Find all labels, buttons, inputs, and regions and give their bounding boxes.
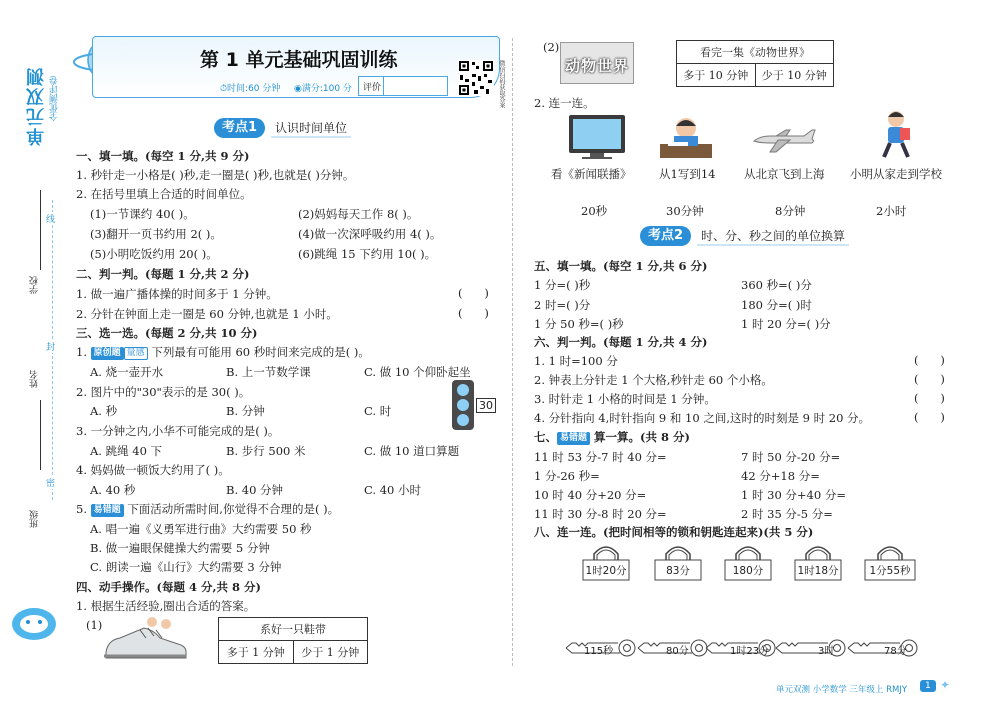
- page-number: 1: [920, 680, 936, 692]
- shoe-image: [100, 616, 190, 662]
- tv-choice-table: [676, 40, 834, 87]
- section-3-heading: 三、选一选。(每题 2 分,共 10 分): [76, 326, 258, 340]
- q3-5-text: 下面活动所需时间,你觉得不合理的是( )。: [127, 502, 340, 516]
- q3-1a[interactable]: A. 烧一壶开水: [90, 365, 164, 379]
- q4-1-num: (1): [86, 618, 103, 632]
- qr-note: 微信扫码获取答案: [498, 60, 505, 108]
- key-5-label: 78分: [884, 646, 907, 657]
- j2-answer[interactable]: ( ): [914, 372, 945, 386]
- name-label: 姓名: [30, 370, 40, 388]
- q1-2a[interactable]: (1)一节课约 40( )。: [90, 207, 195, 221]
- kd1-header: [214, 118, 351, 138]
- key-icon: [774, 638, 846, 658]
- section-1-heading: 一、填一填。(每空 1 分,共 9 分): [76, 149, 250, 163]
- kd2-pill: 考点2: [640, 226, 691, 246]
- rating-box: [358, 76, 448, 96]
- writing-boy-image: [658, 114, 714, 160]
- section-2-heading: 二、判一判。(每题 1 分,共 2 分): [76, 267, 250, 281]
- shoe-option-more[interactable]: 多于 1 分钟: [219, 641, 294, 664]
- column-divider: [512, 38, 513, 666]
- q1-2c[interactable]: (3)翻开一页书约用 2( )。: [90, 227, 222, 241]
- j3-answer[interactable]: ( ): [914, 391, 945, 405]
- qr-code[interactable]: [458, 60, 494, 96]
- lock-3-label: 180分: [732, 565, 764, 577]
- key-icon: [846, 638, 918, 658]
- match-pic-3[interactable]: 从北京飞到上海: [744, 167, 825, 181]
- key-1-label: 115秒: [584, 646, 614, 657]
- shoe-option-less[interactable]: 少于 1 分钟: [293, 641, 368, 664]
- traffic-light-counter: 30: [476, 398, 496, 413]
- c1[interactable]: 11 时 53 分-7 时 40 分=: [534, 450, 667, 464]
- q3-3b[interactable]: B. 步行 500 米: [226, 444, 306, 458]
- original-tag: 原创题: [91, 347, 124, 360]
- lock-2-label: 83分: [666, 565, 690, 577]
- section-7-prefix: 七、: [534, 430, 557, 444]
- q3-1b[interactable]: B. 上一节数学课: [226, 365, 311, 379]
- key-3[interactable]: [704, 638, 776, 658]
- q4-3: 2. 连一连。: [534, 96, 595, 110]
- footer-text: 单元双测 小学数学 三年级上 RMJY: [776, 685, 908, 695]
- j1: 1. 1 时=100 分: [534, 354, 618, 368]
- sense-tag: 量感: [124, 347, 148, 360]
- section-8-heading: 八、连一连。(把时间相等的锁和钥匙连起来)(共 5 分): [534, 525, 814, 539]
- c2[interactable]: 7 时 50 分-20 分=: [741, 450, 841, 464]
- binding-mark-1: 线: [46, 212, 55, 225]
- lock-3[interactable]: [724, 542, 772, 582]
- lock-4[interactable]: [794, 542, 842, 582]
- c8[interactable]: 2 时 35 分-5 分=: [741, 507, 833, 521]
- q2-2: 2. 分针在钟面上走一圈是 60 分钟,也就是 1 小时。: [76, 307, 338, 321]
- q3-1-text: 下列最有可能用 60 秒时间来完成的是( )。: [151, 345, 370, 359]
- lock-4-label: 1时18分: [797, 565, 839, 577]
- star-decoration: ✦: [940, 678, 951, 692]
- lock-1[interactable]: [582, 542, 630, 582]
- time-text: 时间:60 分钟: [227, 84, 281, 94]
- name-line: [40, 400, 41, 470]
- key-2-label: 80分: [666, 646, 689, 657]
- c7[interactable]: 11 时 30 分-8 时 20 分=: [534, 507, 667, 521]
- f5[interactable]: 1 分 50 秒=( )秒: [534, 317, 624, 331]
- key-4-label: 3时: [818, 646, 835, 657]
- match-pic-4[interactable]: 小明从家走到学校: [850, 167, 942, 181]
- time-label: ⏱时间:60 分钟: [220, 84, 281, 94]
- brand-vertical: [22, 66, 70, 216]
- tv-table-head: 看完一集《动物世界》: [677, 41, 834, 64]
- c6[interactable]: 1 时 30 分+40 分=: [741, 488, 846, 502]
- section-7-text: 算一算。(共 8 分): [594, 430, 690, 444]
- q3-1c[interactable]: C. 做 10 个仰卧起坐: [364, 365, 471, 379]
- q1-1[interactable]: 1. 秒针走一小格是( )秒,走一圈是( )秒,也就是( )分钟。: [76, 168, 355, 182]
- q1-2: 2. 在括号里填上合适的时间单位。: [76, 187, 252, 201]
- kd2-title: 时、分、秒之间的单位换算: [697, 227, 849, 246]
- q1-2d[interactable]: (4)做一次深呼吸约用 4( )。: [298, 227, 442, 241]
- q1-2b[interactable]: (2)妈妈每天工作 8( )。: [298, 207, 419, 221]
- tv-image: [568, 114, 626, 160]
- f4[interactable]: 180 分=( )时: [741, 298, 812, 312]
- kd1-pill: 考点1: [214, 118, 265, 138]
- q3-4c[interactable]: C. 40 小时: [364, 483, 421, 497]
- tv-program-logo: [560, 42, 634, 84]
- binding-mark-3: 密: [46, 476, 55, 489]
- kd2-header: [640, 226, 849, 246]
- brand-title: 单元双测: [26, 66, 47, 146]
- q1-2e[interactable]: (5)小明吃饭约用 20( )。: [90, 247, 218, 261]
- kd1-title: 认识时间单位: [271, 119, 351, 138]
- match-time-3[interactable]: 8分钟: [775, 204, 806, 218]
- score-text: 满分:100 分: [301, 84, 352, 94]
- rating-label: 评价: [363, 83, 382, 93]
- q3-5b[interactable]: B. 做一遍眼保健操大约需要 5 分钟: [90, 541, 270, 555]
- key-2[interactable]: [636, 638, 708, 658]
- q3-2c[interactable]: C. 时: [364, 404, 392, 418]
- match-time-1[interactable]: 20秒: [581, 204, 608, 218]
- q2-1: 1. 做一遍广播体操的时间多于 1 分钟。: [76, 287, 278, 301]
- key-5[interactable]: [846, 638, 918, 658]
- q3-3c[interactable]: C. 做 10 道口算题: [364, 444, 460, 458]
- f1[interactable]: 1 分=( )秒: [534, 278, 591, 292]
- mascot-logo: [8, 600, 60, 646]
- q3-3a[interactable]: A. 跳绳 40 下: [90, 444, 163, 458]
- match-time-2[interactable]: 30分钟: [666, 204, 704, 218]
- q1-2f[interactable]: (6)跳绳 15 下约用 10( )。: [298, 247, 437, 261]
- key-4[interactable]: [774, 638, 846, 658]
- j3: 3. 时针走 1 小格的时间是 1 分钟。: [534, 392, 716, 406]
- j2: 2. 钟表上分针走 1 个大格,秒针走 60 个小格。: [534, 373, 773, 387]
- q3-5c[interactable]: C. 朗读一遍《山行》大约需要 3 分钟: [90, 560, 282, 574]
- tv-option-less[interactable]: 少于 10 分钟: [755, 64, 834, 87]
- lock-5[interactable]: [864, 542, 916, 582]
- q3-4b[interactable]: B. 40 分钟: [226, 483, 284, 497]
- binding-mark-2: 封: [46, 340, 55, 353]
- page-title: 第 1 单元基础巩固训练: [200, 49, 398, 71]
- q3-4a[interactable]: A. 40 秒: [90, 483, 136, 497]
- match-pic-1[interactable]: 看《新闻联播》: [551, 167, 632, 181]
- q3-2[interactable]: 2. 图片中的"30"表示的是 30( )。: [76, 385, 251, 399]
- q3-5a[interactable]: A. 唱一遍《义勇军进行曲》大约需要 50 秒: [90, 522, 312, 536]
- tv-logo-text: 动物世界: [565, 57, 630, 75]
- f2[interactable]: 360 秒=( )分: [741, 278, 812, 292]
- class-label: 班级: [30, 510, 40, 528]
- match-time-4[interactable]: 2小时: [876, 204, 907, 218]
- q4-2-num: (2): [543, 40, 560, 54]
- walking-boy-image: [876, 110, 916, 160]
- q3-5[interactable]: 5. 易错题 下面活动所需时间,你觉得不合理的是( )。: [76, 502, 340, 516]
- f6[interactable]: 1 时 20 分=( )分: [741, 317, 831, 331]
- match-pic-2[interactable]: 从1写到14: [659, 167, 716, 181]
- lock-5-label: 1分55秒: [869, 565, 911, 577]
- q4-1: 1. 根据生活经验,圈出合适的答案。: [76, 599, 256, 613]
- c5[interactable]: 10 时 40 分+20 分=: [534, 488, 647, 502]
- error-prone-tag: 易错题: [91, 504, 124, 517]
- tv-option-more[interactable]: 多于 10 分钟: [677, 64, 756, 87]
- section-6-heading: 六、判一判。(每题 1 分,共 4 分): [534, 335, 708, 349]
- shoe-choice-table: [218, 617, 368, 664]
- key-1[interactable]: [564, 638, 636, 658]
- lock-1-label: 1时20分: [585, 565, 627, 577]
- section-4-heading: 四、动手操作。(每题 4 分,共 8 分): [76, 580, 261, 594]
- q3-1[interactable]: 1. 原创题 量感 下列最有可能用 60 秒时间来完成的是( )。: [76, 345, 370, 359]
- error-prone-tag-2: 易错题: [557, 432, 590, 445]
- section-7-heading: [534, 429, 690, 445]
- q3-3[interactable]: 3. 一分钟之内,小华不可能完成的是( )。: [76, 424, 280, 438]
- q3-2b[interactable]: B. 分钟: [226, 404, 265, 418]
- traffic-light-image: [452, 380, 474, 430]
- brand-subtitle: 全优测评卷: [50, 76, 60, 121]
- j4: 4. 分针指向 4,时针指向 9 和 10 之间,这时的时刻是 9 时 20 分。: [534, 411, 871, 425]
- school-line: [40, 190, 41, 270]
- q2-2-answer[interactable]: ( ): [458, 306, 489, 320]
- airplane-image: [752, 128, 816, 154]
- section-5-heading: 五、填一填。(每空 1 分,共 6 分): [534, 259, 708, 273]
- score-label: ◉满分:100 分: [294, 84, 352, 94]
- shoe-table-head: 系好一只鞋带: [219, 618, 368, 641]
- j4-answer[interactable]: ( ): [914, 410, 945, 424]
- q2-1-answer[interactable]: ( ): [458, 286, 489, 300]
- f3[interactable]: 2 时=( )分: [534, 298, 591, 312]
- c3[interactable]: 1 分-26 秒=: [534, 469, 600, 483]
- q3-2a[interactable]: A. 秒: [90, 404, 118, 418]
- lock-2[interactable]: [654, 542, 702, 582]
- j1-answer[interactable]: ( ): [914, 353, 945, 367]
- c4[interactable]: 42 分+18 分=: [741, 469, 820, 483]
- key-3-label: 1时23分: [730, 646, 770, 657]
- q3-4[interactable]: 4. 妈妈做一顿饭大约用了( )。: [76, 463, 230, 477]
- school-label: 学校: [30, 276, 40, 294]
